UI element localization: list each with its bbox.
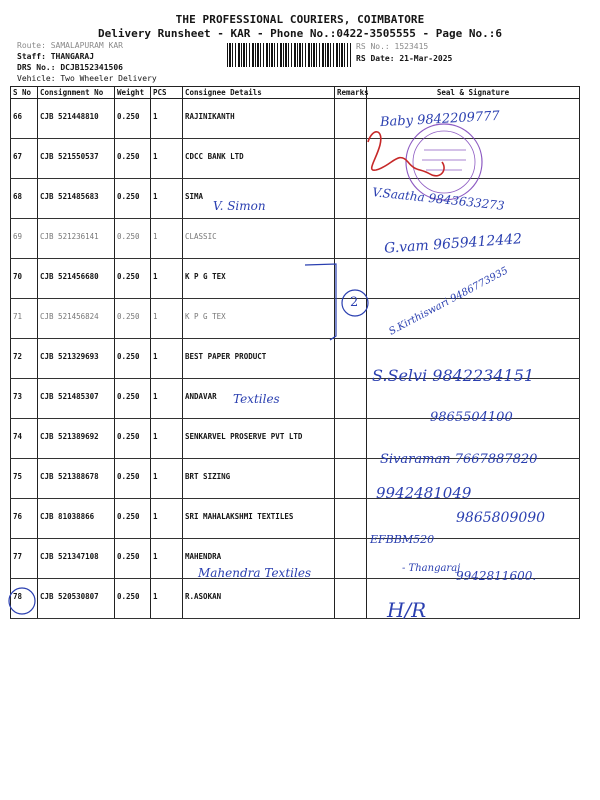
cell-remarks (335, 219, 367, 259)
handwritten-sign-71: S.Kirthiswari 9486773935 (387, 265, 511, 338)
cell-consignment: CJB 521389692 (38, 419, 115, 459)
cell-consignee: SENKARVEL PROSERVE PVT LTD (183, 419, 335, 459)
staff-label: Staff: THANGARAJ (17, 52, 95, 61)
rs-date: RS Date: 21-Mar-2025 (356, 54, 453, 63)
barcode (227, 43, 351, 67)
cell-consignment: CJB 81038866 (38, 499, 115, 539)
handwritten-sign-77-name: - Thangaraj (402, 563, 461, 574)
handwritten-sign-75: 9942481049 (376, 484, 472, 502)
cell-pcs: 1 (151, 579, 183, 619)
cell-remarks (335, 99, 367, 139)
cell-sno: 72 (11, 339, 38, 379)
cell-remarks (335, 459, 367, 499)
col-weight: Weight (115, 87, 151, 99)
cell-consignee: RAJINIKANTH (183, 99, 335, 139)
cell-weight: 0.250 (115, 179, 151, 219)
cell-consignee: K P G TEX (183, 259, 335, 299)
table-header-row (11, 87, 580, 99)
cell-seal (367, 139, 580, 179)
circled-mark: 2 (350, 295, 359, 310)
cell-sno: 70 (11, 259, 38, 299)
cell-consignee: CLASSIC (183, 219, 335, 259)
handwritten-sign-73: 9865504100 (430, 410, 513, 425)
handwritten-sign-69: G.vam 9659412442 (383, 231, 523, 257)
col-remarks: Remarks (335, 87, 367, 99)
cell-weight: 0.250 (115, 139, 151, 179)
cell-consignee: R.ASOKAN (183, 579, 335, 619)
table-row (11, 579, 580, 619)
cell-remarks (335, 339, 367, 379)
col-consignment: Consignment No (38, 87, 115, 99)
cell-consignee: MAHENDRA (183, 539, 335, 579)
cell-sno: 77 (11, 539, 38, 579)
rs-number: RS No.: 1523415 (356, 42, 429, 51)
cell-consignee: SRI MAHALAKSHMI TEXTILES (183, 499, 335, 539)
cell-consignment: CJB 521485307 (38, 379, 115, 419)
cell-pcs: 1 (151, 299, 183, 339)
cell-consignee: BEST PAPER PRODUCT (183, 339, 335, 379)
cell-pcs: 1 (151, 179, 183, 219)
cell-remarks (335, 419, 367, 459)
cell-pcs: 1 (151, 339, 183, 379)
handwritten-sign-66: Baby 9842209777 (379, 108, 501, 131)
cell-consignment: CJB 521456824 (38, 299, 115, 339)
cell-pcs: 1 (151, 379, 183, 419)
col-consignee: Consignee Details (183, 87, 335, 99)
cell-sno: 76 (11, 499, 38, 539)
col-sno: S No (11, 87, 38, 99)
cell-weight: 0.250 (115, 419, 151, 459)
handwritten-sign-78: H/R (387, 598, 427, 622)
cell-pcs: 1 (151, 419, 183, 459)
cell-pcs: 1 (151, 139, 183, 179)
cell-weight: 0.250 (115, 299, 151, 339)
cell-consignment: CJB 521347108 (38, 539, 115, 579)
cell-sno: 68 (11, 179, 38, 219)
cell-sno: 66 (11, 99, 38, 139)
cell-consignee: SIMA (183, 179, 335, 219)
handwritten-name-68: V. Simon (213, 199, 266, 213)
cell-remarks (335, 179, 367, 219)
handwritten-sign-76: EFBBM520 (370, 533, 435, 546)
cell-consignment: CJB 521550537 (38, 139, 115, 179)
cell-sno: 73 (11, 379, 38, 419)
cell-consignee: K P G TEX (183, 299, 335, 339)
delivery-table (10, 86, 580, 619)
cell-pcs: 1 (151, 99, 183, 139)
table-row (11, 139, 580, 179)
cell-pcs: 1 (151, 539, 183, 579)
cell-consignee: ANDAVAR (183, 379, 335, 419)
company-title: THE PROFESSIONAL COURIERS, COIMBATORE (175, 13, 425, 26)
cell-weight: 0.250 (115, 339, 151, 379)
cell-consignee: BRT SIZING (183, 459, 335, 499)
cell-consignment: CJB 521448810 (38, 99, 115, 139)
cell-sno: 75 (11, 459, 38, 499)
cell-weight: 0.250 (115, 459, 151, 499)
cell-weight: 0.250 (115, 259, 151, 299)
cell-weight: 0.250 (115, 219, 151, 259)
handwritten-name-77: Mahendra Textiles (198, 566, 312, 580)
cell-remarks (335, 499, 367, 539)
runsheet-subtitle: Delivery Runsheet - KAR - Phone No.:0422-3505555 - Page No.:6 (98, 27, 502, 40)
handwritten-sign-72: S.Selvi 9842234151 (372, 366, 535, 385)
col-pcs: PCS (151, 87, 183, 99)
cell-remarks (335, 579, 367, 619)
cell-consignment: CJB 521388678 (38, 459, 115, 499)
cell-weight: 0.250 (115, 539, 151, 579)
cell-consignment: CJB 521329693 (38, 339, 115, 379)
cell-pcs: 1 (151, 499, 183, 539)
cell-consignee: CDCC BANK LTD (183, 139, 335, 179)
cell-consignment: CJB 521236141 (38, 219, 115, 259)
cell-consignment: CJB 520530807 (38, 579, 115, 619)
cell-remarks (335, 139, 367, 179)
cell-remarks (335, 259, 367, 299)
cell-consignment: CJB 521485683 (38, 179, 115, 219)
handwritten-name-73: Textiles (233, 392, 280, 406)
handwritten-number-76: 9865809090 (456, 510, 546, 526)
cell-sno: 78 (11, 579, 38, 619)
cell-sno: 69 (11, 219, 38, 259)
vehicle-label: Vehicle: Two Wheeler Delivery (17, 74, 157, 83)
cell-sno: 74 (11, 419, 38, 459)
drs-number: DRS No.: DCJB152341506 (17, 63, 123, 72)
handwritten-sign-68: V.Saatha 9843633273 (371, 185, 506, 213)
route-label: Route: SAMALAPURAM KAR (17, 41, 123, 50)
cell-remarks (335, 539, 367, 579)
cell-weight: 0.250 (115, 99, 151, 139)
table-row (11, 299, 580, 339)
cell-remarks (335, 379, 367, 419)
col-seal: Seal & Signature (367, 87, 580, 99)
cell-consignment: CJB 521456680 (38, 259, 115, 299)
cell-pcs: 1 (151, 219, 183, 259)
cell-weight: 0.250 (115, 499, 151, 539)
cell-weight: 0.250 (115, 579, 151, 619)
cell-sno: 71 (11, 299, 38, 339)
handwritten-sign-74: Sivaraman 7667887820 (380, 452, 538, 467)
cell-sno: 67 (11, 139, 38, 179)
cell-pcs: 1 (151, 459, 183, 499)
cell-weight: 0.250 (115, 379, 151, 419)
cell-pcs: 1 (151, 259, 183, 299)
handwritten-sign-77-number: 9942811600. (456, 569, 537, 583)
